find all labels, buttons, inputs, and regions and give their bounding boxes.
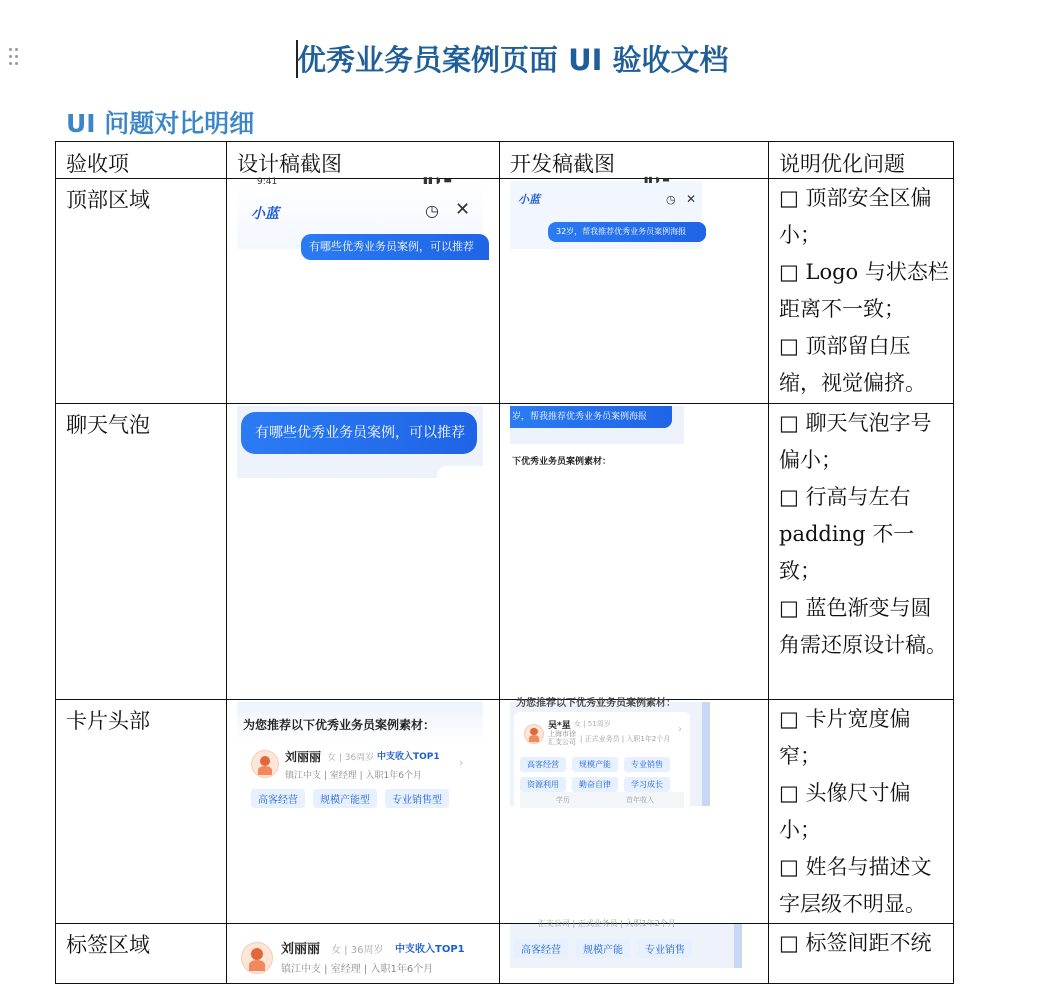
chat-bubble: 岁，帮我推荐优秀业务员案例海报 (510, 406, 672, 428)
agent-meta: 女 | 36周岁 (331, 945, 384, 956)
tag: 专业销售型 (385, 789, 449, 808)
history-icon[interactable]: ◷ (425, 201, 439, 220)
reply-card (510, 444, 684, 484)
reply-text: 下优秀业务员案例素材： (512, 457, 612, 467)
dev-screenshot (510, 175, 702, 249)
note-item: □ 行高与左右 padding 不一致； (779, 485, 915, 583)
agent-desc: 镇江中支 | 室经理 | 入职1年6个月 (285, 771, 422, 781)
status-time: 9:41 (257, 177, 278, 187)
tag: 规模产能 (576, 939, 630, 958)
avatar-icon (251, 750, 279, 778)
agent-name: 刘丽丽 (281, 942, 321, 957)
tag-list (514, 938, 700, 958)
tag: 高客经营 (520, 757, 566, 772)
dev-screenshot (510, 406, 684, 478)
agent-meta: 女 | 51周岁 (574, 720, 611, 728)
agent-desc: 镇江中支 | 室经理 | 入职1年6个月 (281, 964, 434, 975)
tag-list (251, 788, 457, 808)
chat-bubble: 32岁，帮我推荐优秀业务员案例海报 (548, 222, 706, 242)
avatar-icon (241, 942, 273, 974)
notes-cell (769, 179, 954, 404)
agent-name: 刘丽丽 (285, 750, 322, 764)
logo: 小蓝 (251, 206, 279, 222)
header-cell: 验收项 (56, 142, 227, 179)
tag: 专业销售 (638, 939, 692, 958)
dev-screenshot (510, 919, 742, 968)
notes-cell (769, 700, 954, 924)
history-icon[interactable]: ◷ (666, 193, 676, 206)
tag: 高客经营 (251, 789, 305, 808)
stats-row (520, 792, 684, 808)
agent-desc-1: 上海市徐汇支公司 (548, 730, 576, 746)
agent-meta: 女 | 36周岁 (327, 753, 375, 763)
note-item: □ 顶部安全区偏小； (779, 186, 932, 247)
table-row (56, 404, 954, 700)
rank-badge: 中支收入TOP1 (395, 944, 465, 955)
status-bar-icon: ▮▮ ◗ ▬ (644, 175, 670, 184)
design-screenshot (237, 176, 483, 253)
note-item: □ Logo 与状态栏距离不一致； (779, 260, 949, 321)
table-header-row (56, 142, 954, 179)
note-item: □ 头像尺寸偏小； (779, 781, 911, 842)
card-heading: 为您推荐以下优秀业务员案例素材： (516, 698, 676, 709)
notes-cell (769, 924, 954, 984)
drag-handle-icon[interactable] (9, 48, 21, 70)
tag-list (520, 772, 678, 792)
design-screenshot-cell (227, 924, 500, 984)
header-cell: 设计稿截图 (227, 142, 500, 179)
reply-card-edge (437, 466, 483, 486)
design-screenshot-cell (227, 404, 500, 700)
note-item: □ 卡片宽度偏窄； (779, 707, 911, 768)
dev-screenshot (510, 698, 710, 806)
stat-label: 首年收入 (626, 796, 654, 804)
header-cell: 说明优化问题 (769, 142, 954, 179)
agent-name: 吴*星 (548, 721, 571, 731)
design-screenshot (237, 936, 483, 976)
table-row (56, 700, 954, 924)
design-screenshot-cell (227, 176, 500, 404)
tag: 规模产能型 (313, 789, 377, 808)
logo: 小蓝 (518, 193, 540, 206)
note-item: □ 姓名与描述文字层级不明显。 (779, 855, 932, 916)
tag: 高客经营 (514, 939, 568, 958)
chevron-right-icon[interactable]: › (678, 724, 682, 735)
close-icon[interactable]: ✕ (686, 192, 697, 206)
dev-screenshot-cell (500, 700, 769, 924)
section-title[interactable]: UI 问题对比明细 (66, 109, 255, 138)
design-screenshot-cell (227, 700, 500, 924)
design-screenshot (237, 406, 483, 478)
note-item: □ 标签间距不统 (779, 931, 932, 955)
scroll-edge (702, 702, 710, 806)
avatar-icon (524, 724, 544, 744)
tag: 学习成长 (624, 777, 670, 792)
stat-label: 学历 (556, 796, 570, 804)
tag: 勤奋自律 (572, 777, 618, 792)
header-cell: 开发稿截图 (500, 142, 769, 179)
item-cell: 卡片头部 (56, 700, 227, 924)
chat-bubble: 有哪些优秀业务员案例，可以推荐 (241, 412, 477, 454)
agent-desc: 汇支公司 | 正式业务员 | 入职1年2个月 (538, 919, 676, 928)
tag-list (520, 752, 678, 772)
agent-desc-2: | 正式业务员 | 入职1年2个月 (580, 735, 671, 743)
scroll-edge (734, 924, 742, 968)
tag: 规模产能 (572, 757, 618, 772)
card-heading: 为您推荐以下优秀业务员案例素材： (243, 718, 436, 732)
item-cell: 标签区域 (56, 924, 227, 984)
tag: 专业销售 (624, 757, 670, 772)
note-item: □ 聊天气泡字号偏小； (779, 411, 932, 472)
item-cell: 聊天气泡 (56, 404, 227, 700)
dev-screenshot-cell (500, 175, 769, 404)
status-bar-icon: ▮▮ ◗ ▬ (423, 176, 452, 186)
chat-bubble: 有哪些优秀业务员案例，可以推荐 (301, 234, 489, 260)
note-item: □ 顶部留白压缩，视觉偏挤。 (779, 334, 926, 395)
agent-card (514, 712, 690, 808)
table-row (56, 924, 954, 984)
notes-cell (769, 404, 954, 700)
dev-screenshot-cell (500, 404, 769, 700)
dev-screenshot-cell (500, 919, 769, 984)
note-item: □ 蓝色渐变与圆角需还原设计稿。 (779, 596, 947, 657)
chevron-right-icon[interactable]: › (459, 756, 464, 769)
close-icon[interactable]: ✕ (455, 199, 471, 220)
comparison-table (55, 141, 954, 984)
table-row (56, 179, 954, 404)
item-cell: 顶部区域 (56, 179, 227, 404)
tag: 资源利用 (520, 777, 566, 792)
design-screenshot (237, 702, 483, 806)
document-title[interactable]: 优秀业务员案例页面 UI 验收文档 (297, 43, 729, 77)
rank-badge: 中支收入TOP1 (377, 752, 440, 762)
